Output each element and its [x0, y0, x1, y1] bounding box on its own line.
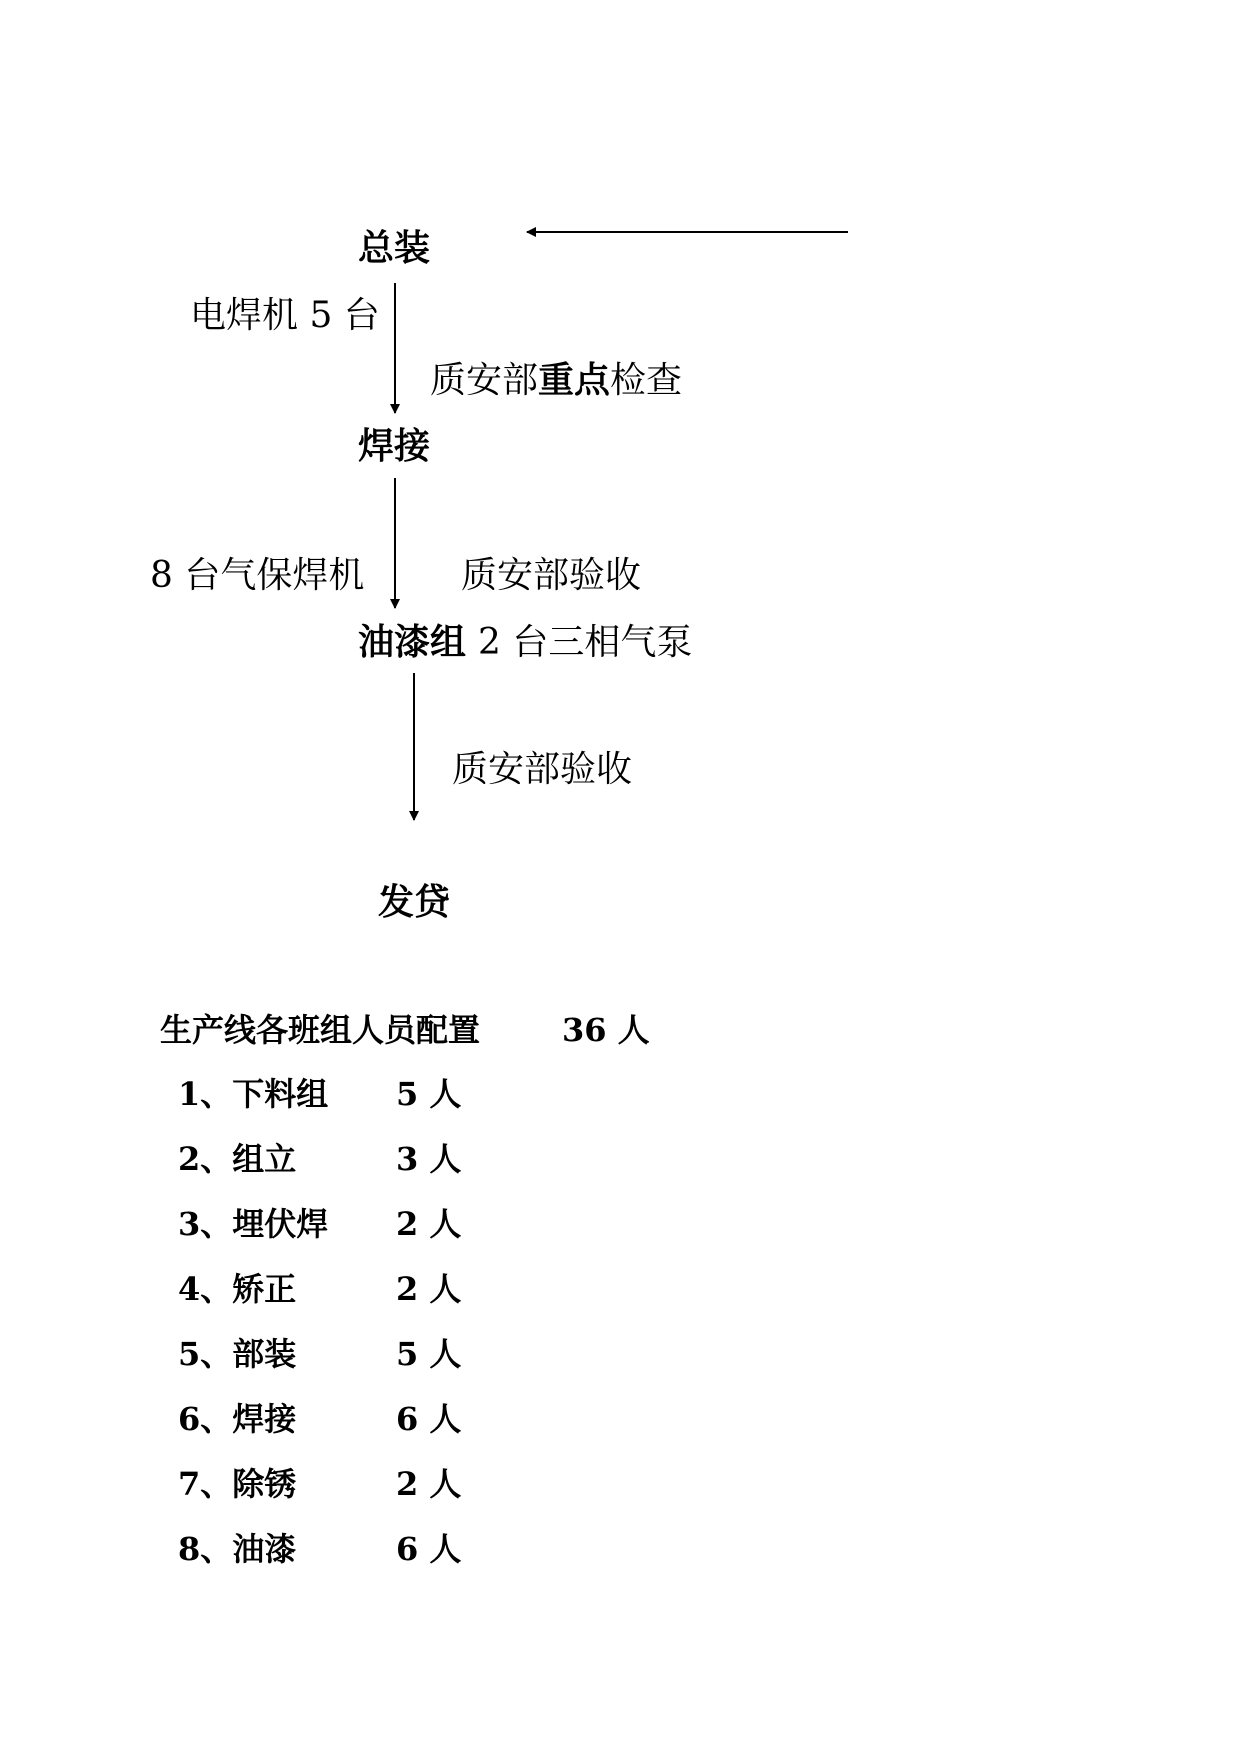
note-key-check-prefix: 质安部	[430, 360, 539, 401]
staff-row-label: 8、油漆	[178, 1530, 297, 1568]
node-assembly: 总装	[358, 227, 431, 269]
node-painting: 油漆组	[358, 621, 467, 663]
staff-row-count: 5 人	[396, 1075, 462, 1113]
staff-row-count: 5 人	[396, 1335, 462, 1373]
staff-row-label: 3、埋伏焊	[178, 1205, 329, 1243]
node-painting-line	[358, 621, 693, 663]
note-key-check-bold: 重点	[538, 359, 611, 401]
staff-row-label: 6、焊接	[178, 1400, 297, 1438]
staff-row-count: 3 人	[396, 1140, 462, 1178]
note-key-check-suffix: 检查	[610, 360, 683, 401]
staff-row-label: 4、矫正	[178, 1270, 297, 1308]
staff-row-label: 2、组立	[178, 1140, 297, 1178]
staff-row-count: 2 人	[396, 1270, 462, 1308]
note-acceptance-1: 质安部验收	[461, 555, 642, 596]
staff-row-count: 6 人	[396, 1400, 462, 1438]
note-acceptance-2: 质安部验收	[452, 749, 633, 790]
staff-row-count: 2 人	[396, 1205, 462, 1243]
staff-row-count: 2 人	[396, 1465, 462, 1503]
note-pumps: 2 台三相气泵	[478, 622, 693, 663]
staffing-total: 36 人	[562, 1011, 650, 1049]
node-welding: 焊接	[358, 425, 431, 467]
note-key-check	[430, 359, 683, 401]
node-shipping: 发贷	[378, 881, 451, 923]
note-welders: 电焊机 5 台	[190, 295, 380, 336]
staff-row-label: 7、除锈	[178, 1465, 297, 1503]
staffing-title: 生产线各班组人员配置	[160, 1011, 481, 1049]
staff-row-label: 1、下料组	[178, 1075, 329, 1113]
note-gas-welders: 8 台气保焊机	[150, 555, 365, 596]
staff-row-label: 5、部装	[178, 1335, 297, 1373]
staff-row-count: 6 人	[396, 1530, 462, 1568]
